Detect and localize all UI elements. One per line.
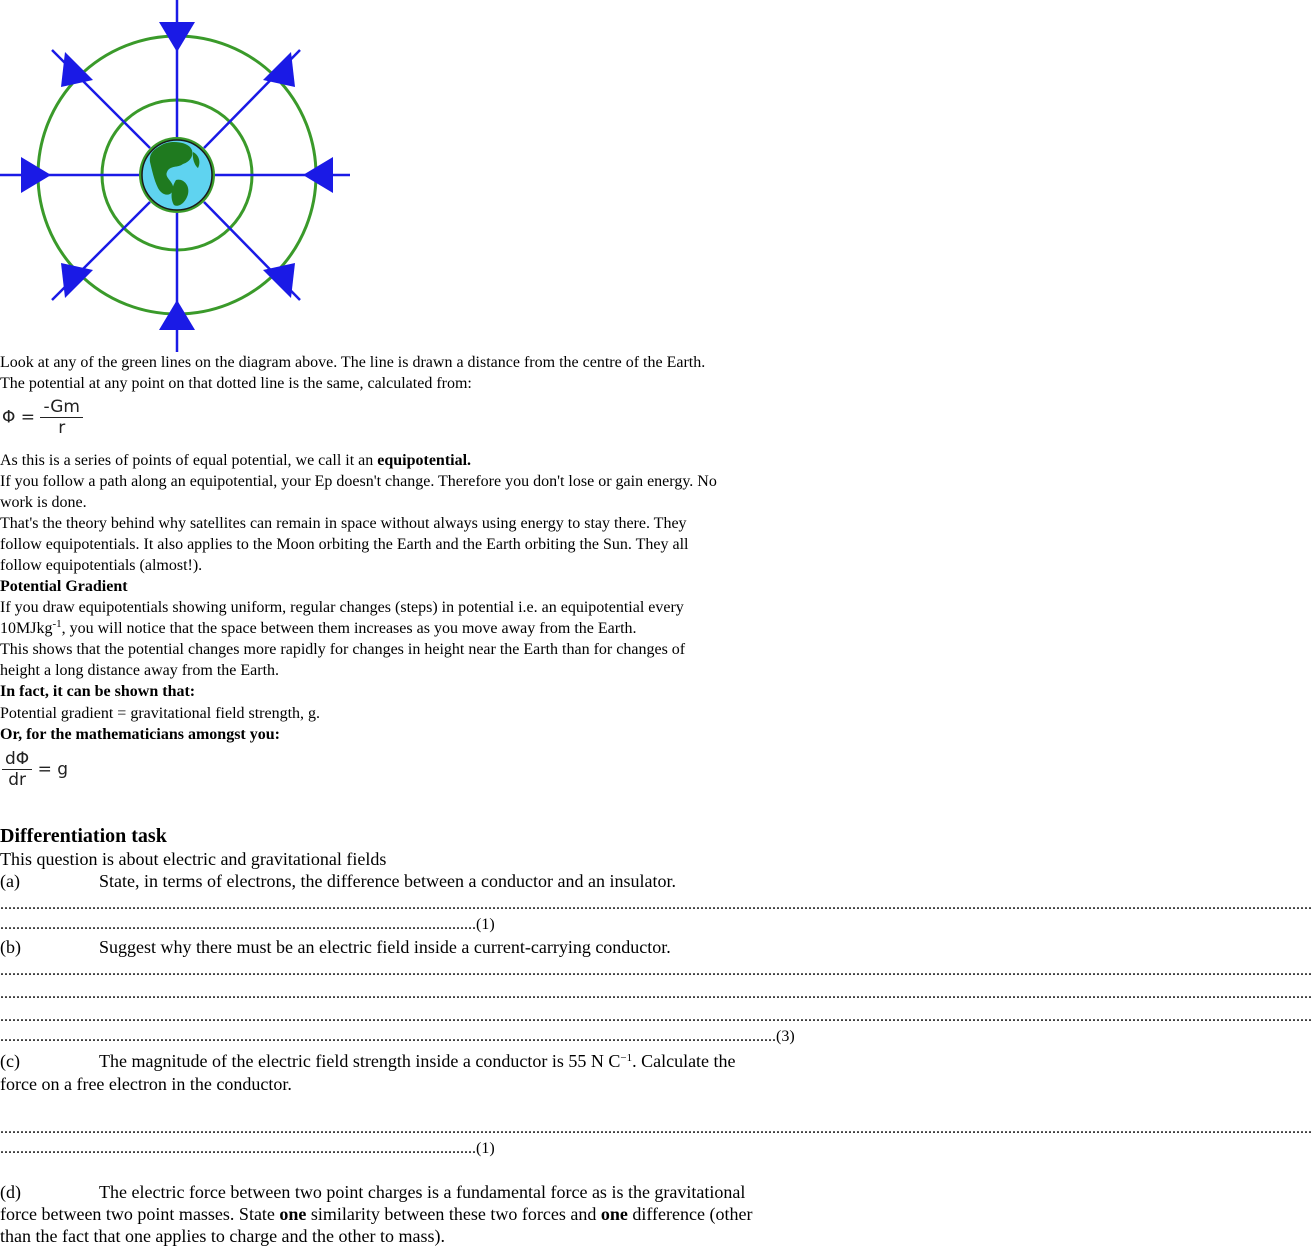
formula-numerator: -Gm [40,397,83,418]
question-d-line-3: than the fact that one applies to charge and the other to mass). [0,1226,446,1246]
formula-lhs: Φ = [2,407,36,428]
formula-denominator: r [58,418,66,438]
question-a-label: (a) [0,871,20,891]
question-b [0,936,816,958]
answer-line-b3[interactable]: ........................................................................................................................................................................................................................................................................................................................................ [0,1008,1312,1025]
question-b-label: (b) [0,937,21,957]
ep-line-2: work is done. [0,494,87,511]
task-heading: Differentiation task [0,825,167,847]
question-d-text: The electric force between two point charges is a fundamental force as is the gravitational [99,1182,746,1202]
field-diagram [0,0,360,360]
answer-line-a1[interactable]: ........................................................................................................................................................................................................................................................................................................................................ [0,896,1312,913]
equipotential-sentence [0,450,816,471]
question-c-text: The magnitude of the electric field strength inside a conductor is 55 N C [99,1051,621,1071]
question-d-line-2-end: difference (other [627,1204,753,1224]
answer-line-b2[interactable]: ........................................................................................................................................................................................................................................................................................................................................ [0,985,1312,1002]
question-d-label: (d) [0,1182,21,1202]
gradient-equation: Potential gradient = gravitational field strength, g. [0,705,321,722]
gradient-numerator: dΦ [2,749,32,770]
gradient-formula [2,749,68,790]
question-a-text: State, in terms of electrons, the difference between a conductor and an insulator. [99,871,676,891]
potential-gradient-heading: Potential Gradient [0,578,128,595]
pg-line-2-start: 10MJkg [0,620,53,637]
question-c [0,1050,816,1072]
question-a [0,870,816,892]
question-c-label: (c) [0,1051,20,1071]
intro-line-2: The potential at any point on that dotted line is the same, calculated from: [0,375,472,392]
gradient-rhs: = g [37,759,69,780]
mark-a: (1) [476,916,495,933]
question-b-text: Suggest why there must be an electric field inside a current-carrying conductor. [99,937,671,957]
task-intro: This question is about electric and gravitational fields [0,849,387,869]
answer-line-a2[interactable]: .......................................................................................................................(1) [0,916,495,933]
answer-line-b4[interactable]: ..................................................................................................................................................................................................(3) [0,1028,795,1045]
question-c-text-end: . Calculate the [632,1051,736,1071]
equipotential-term: equipotential. [377,452,472,469]
answer-line-b1[interactable]: ........................................................................................................................................................................................................................................................................................................................................ [0,962,1312,979]
mark-b: (3) [776,1028,795,1045]
arrow-right [303,157,333,193]
in-fact-line: In fact, it can be shown that: [0,683,196,700]
gradient-denominator: dr [8,770,26,790]
shows-line-2: height a long distance away from the Earth. [0,662,280,679]
question-d-line-2-start: force between two point masses. State [0,1204,280,1224]
pg-line-1: If you draw equipotentials showing uniform, regular changes (steps) in potential i.e. an equipotential every [0,599,684,616]
pg-unit-exponent: -1 [52,618,62,630]
arrow-bottom [159,300,195,330]
formula-fraction [40,397,83,438]
answer-line-c2[interactable]: .......................................................................................................................(1) [0,1140,495,1157]
question-c-line-2: force on a free electron in the conductor. [0,1074,292,1094]
answer-line-c1[interactable]: ........................................................................................................................................................................................................................................................................................................................................ [0,1120,1312,1137]
mark-c: (1) [476,1140,495,1157]
potential-formula [2,397,83,438]
gradient-fraction [2,749,32,790]
question-c-exponent: −1 [620,1052,633,1064]
pg-line-2 [0,618,816,639]
shows-line-1: This shows that the potential changes more rapidly for changes in height near the Earth than for changes of [0,641,686,658]
arrow-left [21,157,51,193]
question-d-line-2 [0,1203,816,1225]
question-d-emphasis-1: one [279,1204,307,1224]
equipotential-sentence-text: As this is a series of points of equal potential, we call it an [0,452,378,469]
question-d-line-2-middle: similarity between these two forces and [306,1204,601,1224]
earth-icon [139,137,215,213]
intro-line-1: Look at any of the green lines on the diagram above. The line is drawn a distance from the centre of the Earth. [0,354,706,371]
satellite-line-1: That's the theory behind why satellites can remain in space without always using energy to stay there. They [0,515,687,532]
satellite-line-3: follow equipotentials (almost!). [0,557,203,574]
question-d-emphasis-2: one [600,1204,628,1224]
question-d [0,1181,816,1203]
pg-line-2-end: , you will notice that the space between them increases as you move away from the Earth. [61,620,637,637]
satellite-line-2: follow equipotentials. It also applies to the Moon orbiting the Earth and the Earth orbiting the Sun. They all [0,536,689,553]
math-line: Or, for the mathematicians amongst you: [0,726,280,743]
ep-line-1: If you follow a path along an equipotential, your Ep doesn't change. Therefore you don't lose or gain energy. No [0,473,717,490]
